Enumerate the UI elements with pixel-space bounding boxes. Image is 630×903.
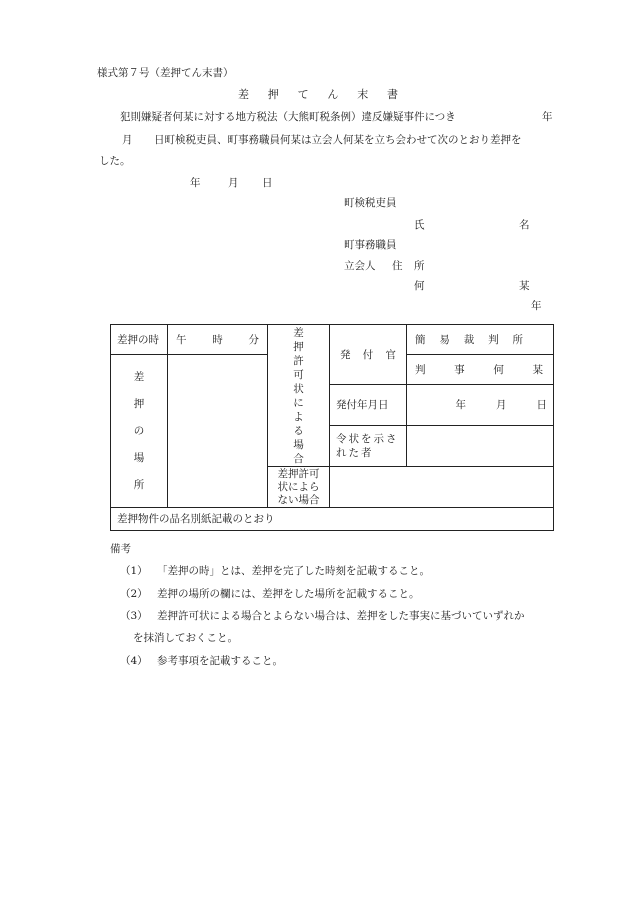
no-warrant-line: 状によら: [277, 480, 320, 493]
year-right-label: 年: [531, 300, 542, 312]
vertical-char: に: [293, 396, 304, 409]
date-unit: 日: [536, 399, 547, 411]
issuer-char: 付: [362, 348, 374, 361]
issuer-char: 発: [340, 348, 351, 361]
date-month: 月: [228, 177, 239, 189]
date-year: 年: [190, 177, 201, 189]
no-warrant-line: 差押許可: [277, 467, 320, 480]
court-char: 裁: [463, 333, 475, 346]
issue-date-value: [407, 385, 554, 426]
issuer-char: 官: [385, 348, 396, 361]
witness-label: 立会人: [344, 260, 376, 272]
title-char: 末: [357, 88, 369, 101]
notes-heading: 備考: [110, 543, 131, 555]
seizure-place-label: [111, 355, 168, 508]
vertical-char: 許: [293, 354, 304, 367]
inspector-label: 町検税吏員: [344, 197, 397, 209]
warrant-shown-line: 令状を示さ: [336, 433, 399, 445]
vertical-char: 所: [133, 479, 145, 491]
judge-char: 某: [532, 363, 543, 376]
judge-cell: [407, 355, 554, 385]
title-char: 差: [238, 88, 249, 101]
warrant-case-label: [268, 325, 330, 467]
nani-label: 何: [414, 280, 425, 292]
date-unit: 月: [496, 399, 507, 411]
address-label: 住: [392, 260, 403, 272]
title-char: 押: [267, 88, 279, 101]
name-label-2: 名: [519, 219, 530, 231]
vertical-char: の: [133, 425, 145, 437]
vertical-char: 可: [293, 368, 304, 381]
note-number: （3）: [120, 610, 148, 622]
issuer-label: [330, 325, 407, 385]
title-char: て: [297, 88, 309, 101]
vertical-char: よ: [293, 410, 304, 423]
place-label: 所: [414, 260, 425, 272]
seizure-time-value: [168, 325, 268, 355]
no-warrant-label: [268, 467, 330, 508]
vertical-char: 状: [293, 382, 304, 395]
intro-line-2-month: 月: [122, 134, 133, 146]
vertical-char: る: [293, 424, 304, 437]
note-number: （1）: [120, 565, 148, 577]
date-day: 日: [262, 177, 273, 189]
issue-date-label: 発付年月日: [330, 385, 407, 426]
seizure-place-value: [168, 355, 268, 508]
intro-line-1: 犯則嫌疑者何某に対する地方税法（大熊町税条例）違反嫌疑事件につき: [120, 111, 456, 123]
vertical-char: 押: [133, 398, 145, 410]
vertical-char: 押: [293, 340, 304, 353]
judge-char: 何: [493, 363, 504, 376]
court-char: 所: [512, 333, 523, 346]
court-char: 判: [488, 333, 499, 346]
judge-char: 判: [415, 363, 426, 376]
seizure-table: [110, 324, 554, 531]
time-unit: 時: [212, 333, 223, 346]
bou-label: 某: [519, 280, 530, 292]
clerk-label: 町事務職員: [344, 239, 397, 251]
document-title: [238, 86, 398, 102]
note-number: （4）: [120, 655, 148, 667]
vertical-char: 場: [293, 438, 304, 451]
note-text: 「差押の時」とは、差押を完了した時刻を記載すること。: [157, 565, 430, 577]
court-cell: [407, 325, 554, 355]
items-note: 差押物件の品名別紙記載のとおり: [111, 508, 554, 531]
title-char: 書: [386, 88, 398, 101]
seizure-time-label: 差押の時: [111, 325, 168, 355]
vertical-char: 差: [133, 371, 145, 383]
warrant-shown-label: [330, 426, 407, 467]
note-text: 差押許可状による場合とよらない場合は、差押をした事実に基づいていずれか: [157, 610, 525, 622]
warrant-shown-value: [407, 426, 554, 467]
no-warrant-value: [330, 467, 554, 508]
form-label: 様式第７号（差押てん末書）: [97, 67, 234, 79]
intro-line-2: 日町検税吏員、町事務職員何某は立会人何某を立ち会わせて次のとおり差押を: [154, 134, 522, 146]
court-char: 易: [439, 333, 450, 346]
court-char: 簡: [415, 333, 426, 346]
name-label-1: 氏: [414, 219, 425, 231]
vertical-char: 合: [293, 452, 304, 465]
warrant-shown-line: れた者: [336, 447, 374, 459]
intro-line-1-year: 年: [542, 111, 553, 123]
judge-char: 事: [454, 363, 465, 376]
note-text: 差押の場所の欄には、差押をした場所を記載すること。: [157, 588, 420, 600]
note-text-continued: を抹消しておくこと。: [133, 632, 238, 644]
note-text: 参考事項を記載すること。: [157, 655, 283, 667]
vertical-char: 場: [133, 452, 145, 464]
no-warrant-line: ない場合: [277, 493, 320, 506]
note-number: （2）: [120, 588, 148, 600]
time-unit: 分: [248, 333, 259, 346]
title-char: ん: [327, 88, 339, 101]
time-unit: 午: [176, 333, 187, 346]
intro-line-3: した。: [99, 155, 131, 167]
vertical-char: 差: [293, 326, 304, 339]
date-unit: 年: [455, 399, 466, 411]
